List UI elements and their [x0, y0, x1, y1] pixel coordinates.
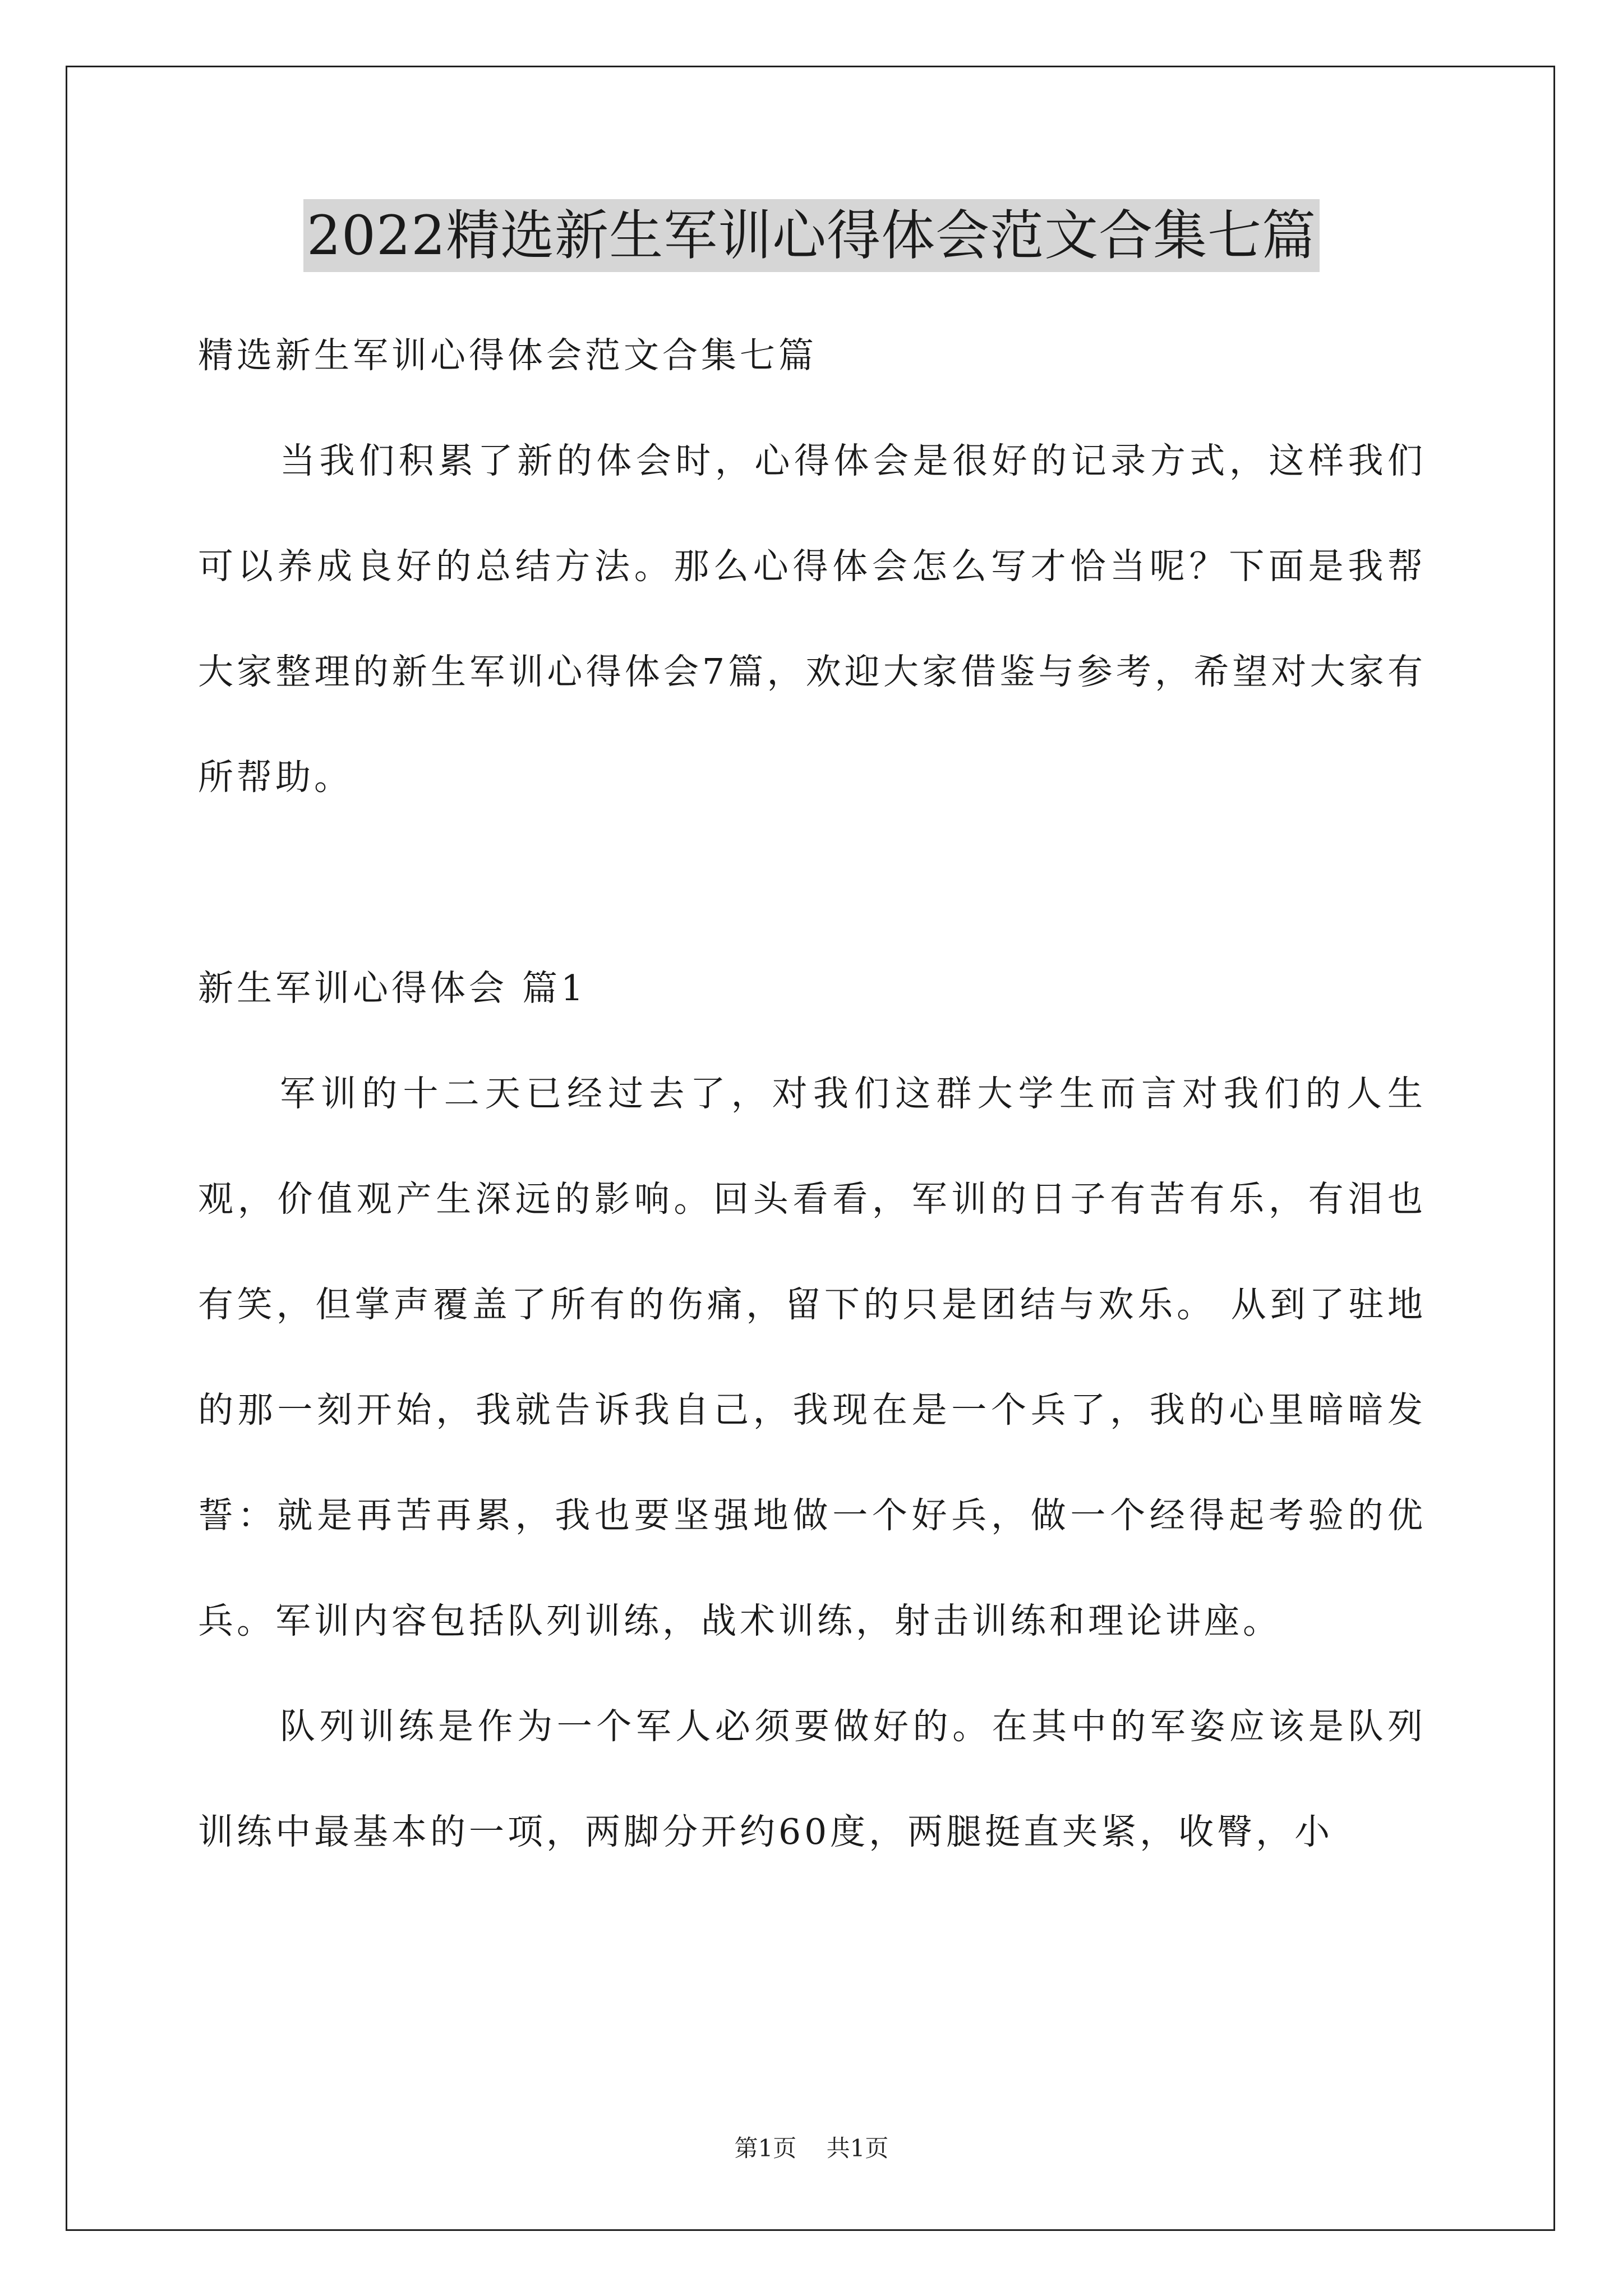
section-heading: 新生军训心得体会 篇1	[198, 968, 587, 1009]
document-body	[198, 303, 1426, 1885]
body-paragraph-2: 队列训练是作为一个军人必须要做好的。在其中的军姿应该是队列训练中最基本的一项，两脚分开约60度，两腿挺直夹紧，收臀，小	[198, 1706, 1426, 1852]
intro-paragraph: 当我们积累了新的体会时，心得体会是很好的记录方式，这样我们可以养成良好的总结方法。那么心得体会怎么写才恰当呢？下面是我帮大家整理的新生军训心得体会7篇，欢迎大家借鉴与参考，希望对大家有所帮助。	[198, 440, 1426, 798]
body-paragraph-1: 军训的十二天已经过去了，对我们这群大学生而言对我们的人生观，价值观产生深远的影响。回头看看，军训的日子有苦有乐，有泪也有笑，但掌声覆盖了所有的伤痛，留下的只是团结与欢乐。 从到了驻地的那一刻开始，我就告诉我自己，我现在是一个兵了，我的心里暗暗发誓：就是再苦再累，我也要坚强地做一个好兵，做一个经得起考验的优兵。军训内容包括队列训练，战术训练，射击训练和理论讲座。	[198, 1073, 1426, 1641]
section-spacer	[198, 830, 1426, 936]
page-footer	[0, 2132, 1623, 2165]
page-number-total: 共1页	[826, 2134, 889, 2162]
page-number-current: 第1页	[734, 2134, 797, 2162]
document-subtitle: 精选新生军训心得体会范文合集七篇	[198, 335, 817, 376]
title-wrap	[0, 199, 1623, 272]
document-title: 2022精选新生军训心得体会范文合集七篇	[303, 199, 1320, 272]
